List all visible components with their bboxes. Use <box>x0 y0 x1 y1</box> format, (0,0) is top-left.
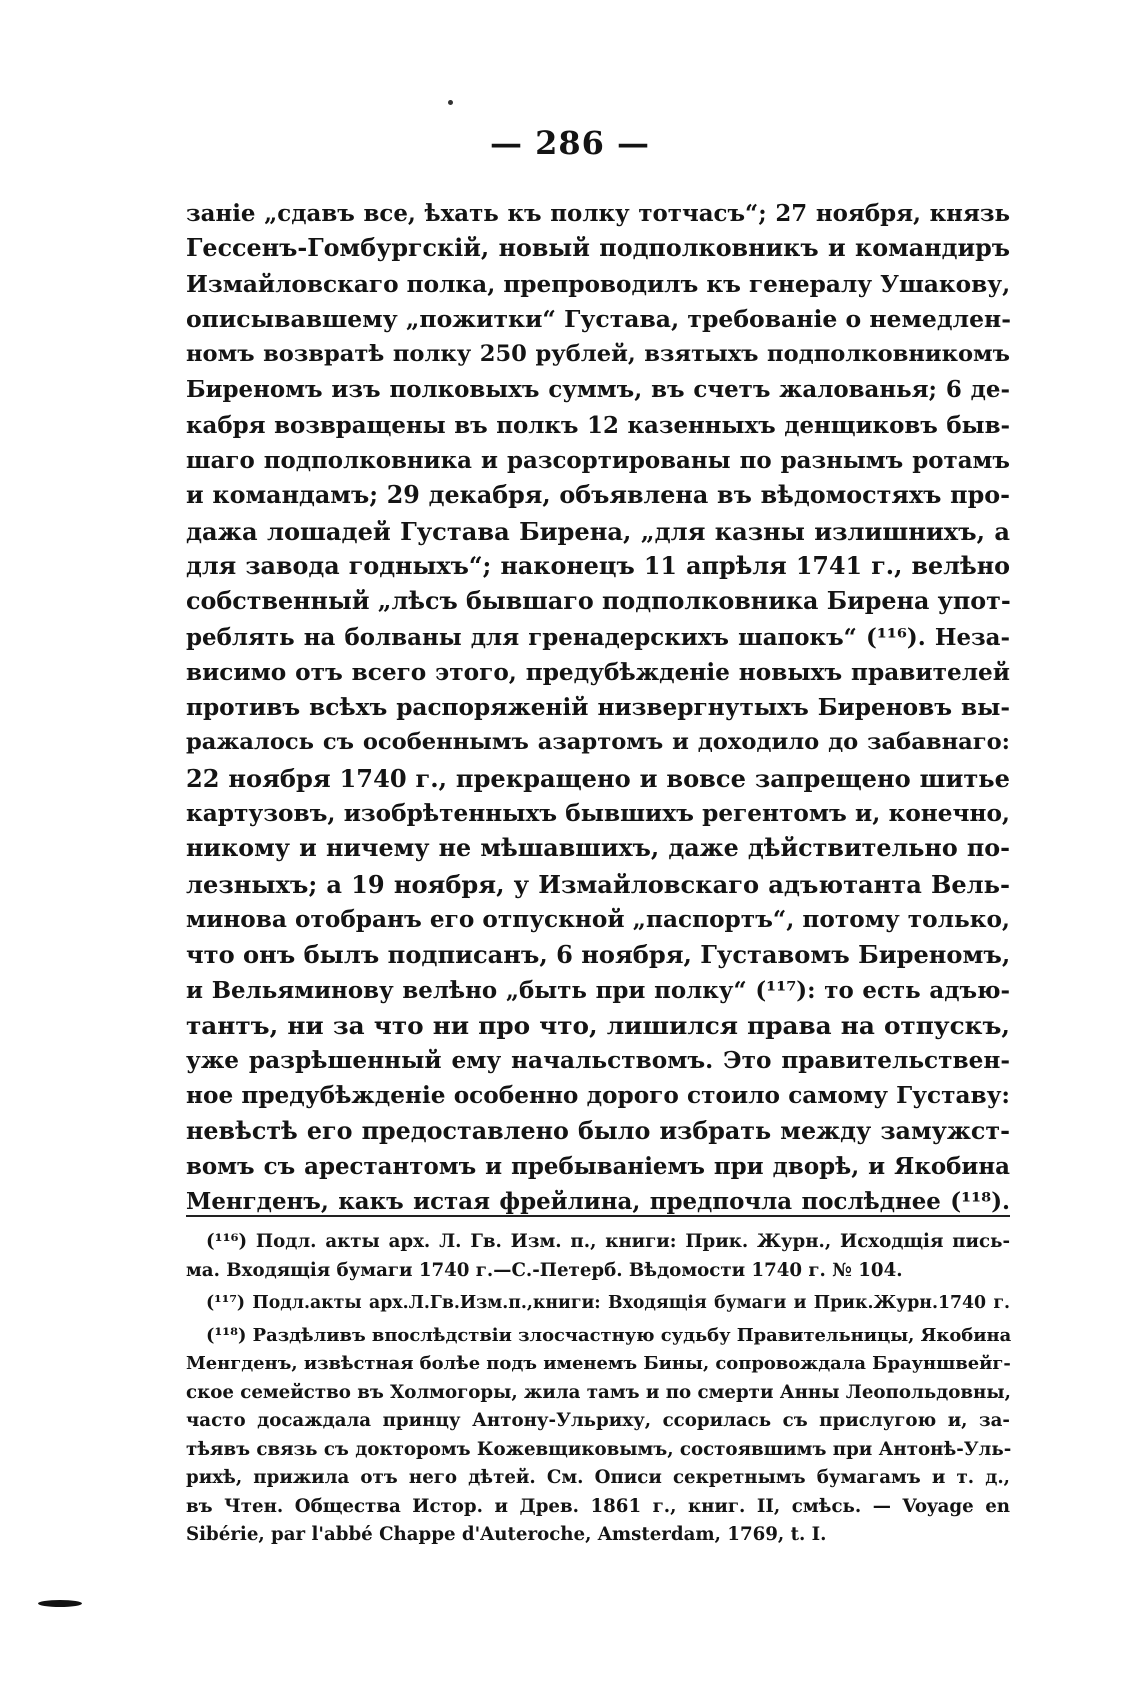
text-line: минова отобранъ его отпускной „паспортъ“, потому только, <box>186 905 1010 933</box>
text-line: невѣстѣ его предоставлено было избрать между замужст- <box>186 1116 1010 1145</box>
text-line: картузовъ, изобрѣтенныхъ бывшихъ регентомъ и, конечно, <box>186 800 1010 828</box>
footnote-line: въ Чтен. Общества Истор. и Древ. 1861 г., книг. II, смѣсь. — Voyage en <box>186 1495 1010 1517</box>
text-line: Менгденъ, какъ истая фрейлина, предпочла послѣднее (¹¹⁸). <box>186 1188 1010 1216</box>
footnote-line: (¹¹⁸) Раздѣливъ впослѣдствіи злосчастную судьбу Правительницы, Якобина <box>206 1324 1012 1346</box>
text-line: шаго подполковника и разсортированы по разнымъ ротамъ <box>186 447 1010 475</box>
footnotes-block <box>186 1228 1010 1550</box>
text-line: для завода годныхъ“; наконецъ 11 апрѣля 1741 г., велѣно <box>186 551 1010 580</box>
footnote-line: рихѣ, прижила отъ него дѣтей. См. Описи секретнымъ бумагамъ и т. д., <box>186 1467 1010 1488</box>
text-line: лезныхъ; а 19 ноября, у Измайловскаго адъютанта Вель- <box>186 869 1010 899</box>
footnote-line: Менгденъ, извѣстная болѣе подъ именемъ Бины, сопровождала Брауншвейг- <box>186 1353 1011 1374</box>
text-line: номъ возвратѣ полку 250 рублей, взятыхъ подполковникомъ <box>186 341 1010 368</box>
text-line: и Вельяминову велѣно „быть при полку“ (¹¹⁷): то есть адъю- <box>186 976 1010 1004</box>
text-line: и командамъ; 29 декабря, объявлена въ вѣдомостяхъ про- <box>186 481 1010 510</box>
text-line: Измайловскаго полка, препроводилъ къ генералу Ушакову, <box>186 270 1011 298</box>
footnote-line: ское семейство въ Холмогоры, жила тамъ и по смерти Анны Леопольдовны, <box>186 1381 1011 1403</box>
footnote-118 <box>186 1322 1010 1550</box>
footnote-line: ма. Входящія бумаги 1740 г.—С.-Петерб. Вѣдомости 1740 г. № 104. <box>186 1259 903 1281</box>
ink-speck <box>448 100 453 105</box>
text-line: ное предубѣжденіе особенно дорого стоило самому Густаву: <box>186 1082 1010 1110</box>
footnote-line: тѣявъ связь съ докторомъ Кожевщиковымъ, состоявшимъ при Антонѣ-Уль- <box>186 1438 1012 1460</box>
text-line: Биреномъ изъ полковыхъ суммъ, въ счетъ жалованья; 6 де- <box>186 376 1010 404</box>
text-line: противъ всѣхъ распоряженій низвергнутыхъ Биреновъ вы- <box>186 694 1010 722</box>
footnote-separator <box>186 1215 1010 1217</box>
text-line: дажа лошадей Густава Бирена, „для казны излишнихъ, а <box>186 516 1010 546</box>
text-line: уже разрѣшенный ему начальствомъ. Это правительствен- <box>186 1047 1010 1075</box>
footnote-line: часто досаждала принцу Антону-Ульриху, ссорилась съ прислугою и, за- <box>186 1410 1010 1431</box>
text-line: Гессенъ-Гомбургскій, новый подполковникъ и командиръ <box>186 234 1010 263</box>
text-line: никому и ничему не мѣшавшихъ, даже дѣйствительно по- <box>186 834 1010 863</box>
footnote-line: (¹¹⁷) Подл.акты арх.Л.Гв.Изм.п.,книги: Входящія бумаги и Прик.Журн.1740 г. <box>206 1293 1010 1313</box>
text-line: тантъ, ни за что ни про что, лишился права на отпускъ, <box>186 1010 1010 1040</box>
text-line: висимо отъ всего этого, предубѣжденіе новыхъ правителей <box>186 658 1010 686</box>
footnote-117 <box>186 1289 1010 1318</box>
text-line: собственный „лѣсъ бывшаго подполковника Бирена упот- <box>186 587 1011 616</box>
text-line: реблять на болваны для гренадерскихъ шапокъ“ (¹¹⁶). Неза- <box>186 623 1010 651</box>
footnote-116 <box>186 1228 1010 1285</box>
text-line: ражалось съ особеннымъ азартомъ и доходило до забавнаго: <box>186 729 1010 756</box>
main-text-block <box>186 196 1010 1220</box>
text-line: заніе „сдавъ все, ѣхать къ полку тотчасъ“; 27 ноября, князь <box>186 200 1010 227</box>
footnote-line: Sibérie, par l'abbé Chappe d'Auteroche, Amsterdam, 1769, t. I. <box>186 1524 827 1545</box>
ink-blot <box>38 1600 82 1607</box>
text-line: вомъ съ арестантомъ и пребываніемъ при дворѣ, и Якобина <box>186 1153 1010 1181</box>
text-line: 22 ноября 1740 г., прекращено и вовсе запрещено шитье <box>186 763 1010 793</box>
text-line: кабря возвращены въ полкъ 12 казенныхъ денщиковъ быв- <box>186 411 1010 439</box>
page-number: — 286 — <box>489 124 651 162</box>
footnote-line: (¹¹⁶) Подл. акты арх. Л. Гв. Изм. п., книги: Прик. Журн., Исходщія пись- <box>206 1231 1010 1252</box>
text-line: описывавшему „пожитки“ Густава, требованіе о немедлен- <box>186 304 1012 333</box>
text-line: что онъ былъ подписанъ, 6 ноября, Густавомъ Биреномъ, <box>186 940 1011 970</box>
